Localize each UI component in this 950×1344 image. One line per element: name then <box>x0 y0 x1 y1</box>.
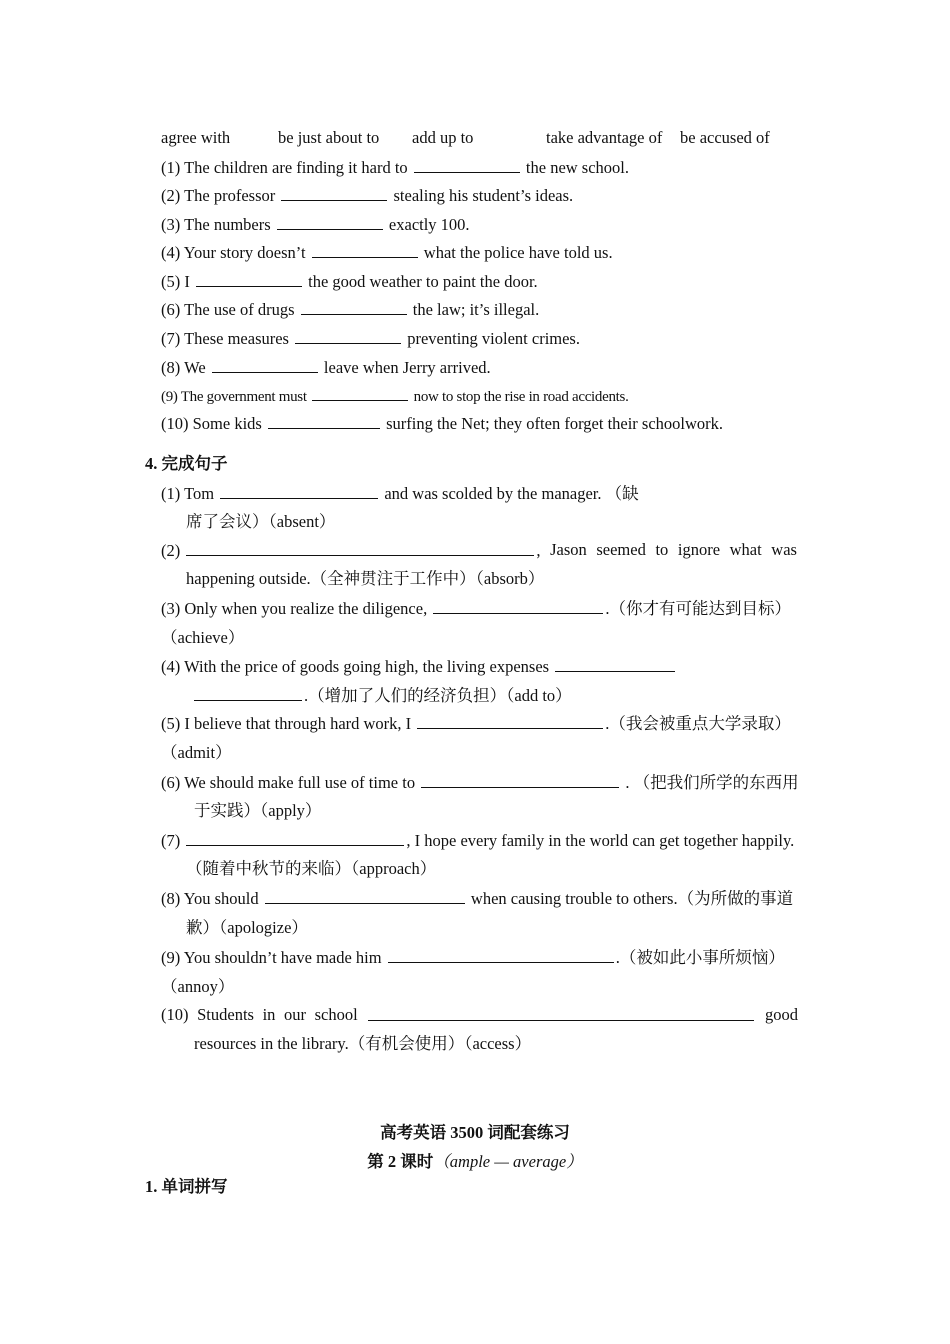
item-text: (4) Your story doesn’t <box>161 243 306 262</box>
item-continuation: （随着中秋节的来临）（approach） <box>186 859 437 878</box>
answer-blank[interactable] <box>388 947 614 963</box>
answer-blank[interactable] <box>312 385 408 401</box>
item-text: .（被如此小事所烦恼） <box>615 948 785 967</box>
word-bank-item: be accused of <box>680 128 770 147</box>
answer-blank[interactable] <box>421 772 619 788</box>
fill-item <box>161 385 629 407</box>
item-text: (5) I believe that through hard work, I <box>161 714 412 733</box>
sentence-item <box>161 656 677 677</box>
item-text: what <box>729 540 762 559</box>
item-text: .（我会被重点大学录取） <box>605 714 791 733</box>
item-continuation: 歉）（apologize） <box>186 918 308 937</box>
sentence-item <box>161 483 639 504</box>
item-continuation: （admit） <box>161 743 232 762</box>
section-heading: 1. 单词拼写 <box>145 1177 228 1196</box>
answer-blank[interactable] <box>281 185 387 201</box>
answer-blank[interactable] <box>268 413 380 429</box>
item-text: , I hope every family in the world can get together happily. <box>406 831 795 850</box>
item-text: the good weather to paint the door. <box>308 272 538 291</box>
answer-blank[interactable] <box>194 685 302 701</box>
fill-item <box>161 214 470 235</box>
page-title: 高考英语 3500 词配套练习 <box>380 1123 570 1142</box>
item-text: surfing the Net; they often forget their schoolwork. <box>386 414 724 433</box>
item-text: exactly 100. <box>388 215 470 234</box>
word-bank-item: agree with <box>161 128 231 147</box>
item-text: (2) , <box>161 541 541 560</box>
answer-blank[interactable] <box>212 357 318 373</box>
item-text: (7) <box>161 831 181 850</box>
answer-blank[interactable] <box>220 483 378 499</box>
item-text: .（你才有可能达到目标） <box>605 599 791 618</box>
sentence-item <box>161 713 791 734</box>
item-text: school <box>314 1005 358 1024</box>
sentence-item <box>161 1005 798 1025</box>
sentence-item <box>161 540 797 561</box>
word-bank-item: take advantage of <box>546 128 663 147</box>
item-text: good <box>764 1005 798 1024</box>
item-text: (4) With the price of goods going high, the living expenses <box>161 657 550 676</box>
answer-blank[interactable] <box>277 214 383 230</box>
fill-item <box>161 328 580 349</box>
answer-blank[interactable] <box>433 598 603 614</box>
section-heading: 4. 完成句子 <box>145 454 228 473</box>
item-text: the new school. <box>525 158 630 177</box>
item-text: seemed <box>596 540 646 559</box>
item-text: when causing trouble to others.（为所做的事道 <box>470 889 794 908</box>
item-text: (10) Some kids <box>161 414 262 433</box>
item-text: ignore <box>677 540 721 559</box>
sentence-item <box>161 888 793 909</box>
fill-item <box>161 299 539 320</box>
item-text: (1) Tom <box>161 484 215 503</box>
sentence-item <box>161 598 791 619</box>
answer-blank[interactable] <box>196 271 302 287</box>
item-text: (3) Only when you realize the diligence, <box>161 599 428 618</box>
item-text: preventing violent crimes. <box>407 329 580 348</box>
answer-blank[interactable] <box>186 830 404 846</box>
item-text: (6) The use of drugs <box>161 300 295 319</box>
item-text: in <box>262 1005 276 1024</box>
item-text: was <box>771 540 797 559</box>
item-text: (6) We should make full use of time to <box>161 773 416 792</box>
answer-blank[interactable] <box>301 299 407 315</box>
fill-item <box>161 157 629 178</box>
item-text: (9) The government must <box>161 389 307 405</box>
item-continuation: （achieve） <box>161 628 245 647</box>
item-text: what the police have told us. <box>423 243 613 262</box>
fill-item <box>161 271 538 292</box>
fill-item <box>161 242 613 263</box>
sentence-item <box>161 772 799 793</box>
item-text: Students <box>197 1005 254 1024</box>
item-text: Jason <box>550 540 587 559</box>
lesson-subtitle: 第 2 课时（ample — average） <box>367 1152 583 1171</box>
item-text: (1) The children are finding it hard to <box>161 158 408 177</box>
fill-item <box>161 413 723 434</box>
fill-item <box>161 357 491 378</box>
item-text: now to stop the rise in road accidents. <box>413 389 629 405</box>
word-bank-item: be just about to <box>278 128 380 147</box>
item-continuation: resources in the library.（有机会使用）（access） <box>194 1034 532 1053</box>
item-text: the law; it’s illegal. <box>412 300 540 319</box>
item-text: and was scolded by the manager. （缺 <box>384 484 639 503</box>
answer-blank[interactable] <box>555 656 675 672</box>
item-text: (8) We <box>161 358 206 377</box>
item-text: to <box>655 540 669 559</box>
answer-blank[interactable] <box>368 1005 754 1021</box>
item-text: (10) <box>161 1005 189 1024</box>
word-bank-item: add up to <box>412 128 474 147</box>
item-continuation: （annoy） <box>161 977 235 996</box>
item-text: (5) I <box>161 272 190 291</box>
item-continuation: 席了会议）（absent） <box>186 512 336 531</box>
item-continuation: happening outside.（全神贯注于工作中）（absorb） <box>186 569 545 588</box>
answer-blank[interactable] <box>414 157 520 173</box>
item-text: stealing his student’s ideas. <box>393 186 574 205</box>
item-text: (9) You shouldn’t have made him <box>161 948 382 967</box>
sentence-item <box>161 947 785 968</box>
item-text: .（增加了人们的经济负担）（add to） <box>304 686 572 705</box>
answer-blank[interactable] <box>295 328 401 344</box>
item-text: (7) These measures <box>161 329 289 348</box>
item-text: leave when Jerry arrived. <box>323 358 491 377</box>
sentence-item <box>161 830 794 851</box>
answer-blank[interactable] <box>265 888 465 904</box>
item-text: (3) The numbers <box>161 215 271 234</box>
item-text: . （把我们所学的东西用 <box>625 773 799 792</box>
answer-blank[interactable] <box>312 242 418 258</box>
item-text: our <box>284 1005 307 1024</box>
answer-blank[interactable] <box>417 713 603 729</box>
item-continuation <box>194 685 572 706</box>
item-text: (8) You should <box>161 889 259 908</box>
fill-item <box>161 185 573 206</box>
item-continuation: 于实践）（apply） <box>194 801 322 820</box>
answer-blank[interactable] <box>186 540 534 556</box>
item-text: (2) The professor <box>161 186 276 205</box>
